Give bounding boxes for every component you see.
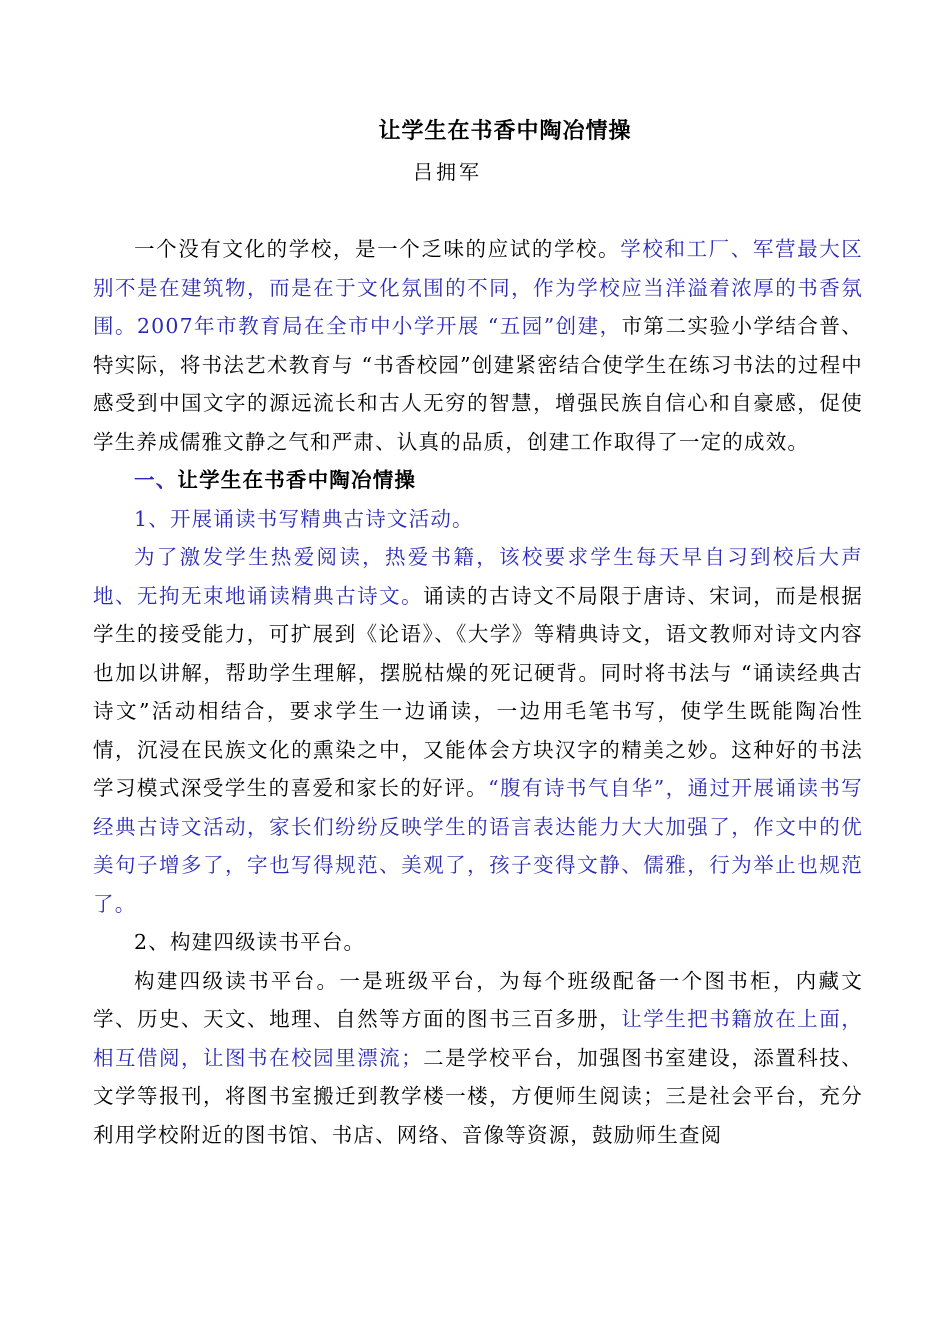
section-heading-text: 让学生在书香中陶冶情操 (177, 468, 417, 492)
subheading-2: 2、构建四级读书平台。 (134, 930, 366, 954)
section-heading-1 (93, 461, 863, 500)
intro-sentence-3: 市第二实验小学结合普、特实际，将书法艺术教育与 “书香校园”创建紧密结合使学生在练习书法的过程中感受到中国文字的源远流长和古人无穷的智慧，增强民族自信心和自豪感，促使学生养成儒雅文静之气和严肃、认真的品质，创建工作取得了一定的成效。 (93, 314, 863, 454)
paragraph-platform (93, 962, 863, 1155)
document-author: 吕拥军 (413, 160, 482, 184)
reading-sentence-2: 诵读的古诗文不局限于唐诗、宋词，而是根据学生的接受能力，可扩展到《论语》、《大学》等精典诗文，语文教师对诗文内容也加以讲解，帮助学生理解，摆脱枯燥的死记硬背。同时将书法与 “诵读经典古诗文”活动相结合，要求学生一边诵读，一边用毛笔书写，使学生既能陶冶性情，沉浸在民族文化的熏染之中，又能体会方块汉字的精美之妙。这种好的书法学习模式深受学生的喜爱和家长的好评。 (93, 583, 864, 800)
platform-sentence-1: 构建四级读书平台。一是班级平台，为每个班级配备一个图书柜，内藏文学、历史、天文、地理、自然等方面的图书三百多册， (93, 968, 863, 1031)
platform-highlight: 让学生把书籍放在上面，相互借阅，让图书在校园里漂流； (93, 1007, 863, 1070)
section-heading-number: 一、 (134, 468, 178, 492)
paragraph-reading (93, 538, 863, 923)
intro-highlight: 学校和工厂、军营最大区别不是在建筑物，而是在于文化氛围的不同，作为学校应当洋溢着浓厚的书香氛围。2007年市教育局在全市中小学开展 “五园”创建， (93, 237, 863, 338)
subheading-1: 1、开展诵读书写精典古诗文活动。 (134, 506, 474, 531)
reading-highlight-1: 为了激发学生热爱阅读，热爱书籍，该校要求学生每天早自习到校后大声地、无拘无束地诵读精典古诗文。 (93, 545, 863, 608)
paragraph-intro (93, 230, 863, 461)
document-title: 让学生在书香中陶冶情操 (378, 119, 632, 144)
reading-highlight-2: “腹有诗书气自华”，通过开展诵读书写经典古诗文活动，家长们纷纷反映学生的语言表达能力大大加强了，作文中的优美句子增多了，字也写得规范、美观了，孩子变得文静、儒雅，行为举止也规范了。 (93, 776, 863, 916)
document-body (93, 230, 863, 1154)
platform-sentence-3: 二是学校平台，加强图书室建设，添置科技、文学等报刊，将图书室搬迁到教学楼一楼，方便师生阅读；三是社会平台，充分利用学校附近的图书馆、书店、网络、音像等资源，鼓励师生查阅 (93, 1045, 864, 1147)
intro-sentence-1: 一个没有文化的学校，是一个乏味的应试的学校。 (134, 237, 621, 261)
